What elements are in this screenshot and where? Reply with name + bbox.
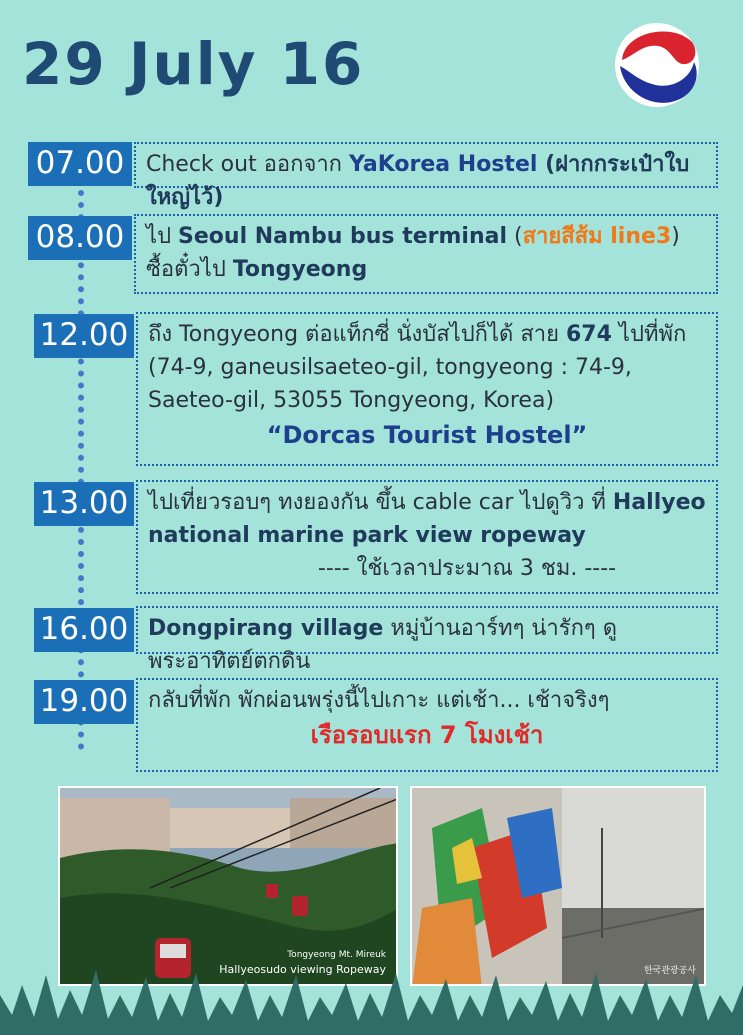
entry-highlight: Dongpirang village [148, 616, 384, 641]
schedule-entry [136, 480, 718, 594]
time-label: 12.00 [34, 314, 134, 358]
entry-text: ถึง Tongyeong ต่อแท็กซี่ นั่งบัสไปก็ได้ สาย [148, 322, 566, 347]
time-label: 08.00 [28, 216, 132, 260]
schedule-entry [134, 142, 718, 210]
entry-highlight: เรือรอบแรก 7 โมงเช้า [310, 721, 544, 749]
page-title: 29 July 16 [22, 30, 365, 98]
photo-caption: Tongyeong Mt. Mireuk [287, 950, 386, 960]
address-text: (74-9, ganeusilsaeteo-gil, tongyeong : 74-9, Saeteo-gil, 53055 Tongyeong, Korea) [148, 355, 632, 413]
schedule-entry [136, 606, 718, 674]
entry-text: ไป [146, 224, 179, 249]
timeline-line [78, 190, 90, 750]
entry-highlight: Seoul Nambu bus terminal [178, 224, 507, 249]
time-label: 16.00 [34, 608, 134, 652]
entry-text: ไปที่พัก [611, 322, 687, 347]
tree-silhouette-decoration [0, 955, 743, 1035]
entry-highlight: 674 [566, 322, 612, 347]
hostel-name: “Dorcas Tourist Hostel” [266, 421, 588, 449]
entry-text: (ฝากกระเป๋าใบใหญ่ไว้) [146, 152, 690, 210]
time-label: 19.00 [34, 680, 134, 724]
entry-text: ไปเที่ยวรอบๆ ทงยองกัน ขึ้น cable car ไปดูวิว ที่ [148, 490, 613, 515]
time-label: 13.00 [34, 482, 134, 526]
entry-highlight: YaKorea Hostel [349, 152, 538, 177]
entry-text: ) [671, 224, 680, 249]
entry-text: ซื้อตั๋วไป [146, 257, 233, 282]
entry-text: กลับที่พัก พักผ่อนพรุ่งนี้ไปเกาะ แต่เช้า... เช้าจริงๆ [148, 688, 610, 713]
schedule-entry [136, 678, 718, 772]
photo-caption: Hallyeosudo viewing Ropeway [219, 963, 386, 976]
entry-text: Check out ออกจาก [146, 152, 349, 177]
entry-text: ( [507, 224, 523, 249]
time-label: 07.00 [28, 142, 132, 186]
schedule-entry [134, 214, 718, 294]
entry-note: ---- ใช้เวลาประมาณ 3 ชม. ---- [317, 556, 617, 581]
entry-highlight: Tongyeong [232, 257, 368, 282]
entry-highlight: Hallyeo national marine park view ropeway [148, 490, 706, 548]
schedule-entry [136, 312, 718, 466]
entry-text: หมู่บ้านอาร์ทๆ น่ารักๆ ดูพระอาทิตย์ตกดิน [148, 616, 618, 674]
korea-tourism-logo-icon [612, 20, 702, 110]
photo-caption: 한국관광공사 [643, 966, 696, 976]
entry-highlight: สายสีส้ม line3 [522, 224, 672, 249]
